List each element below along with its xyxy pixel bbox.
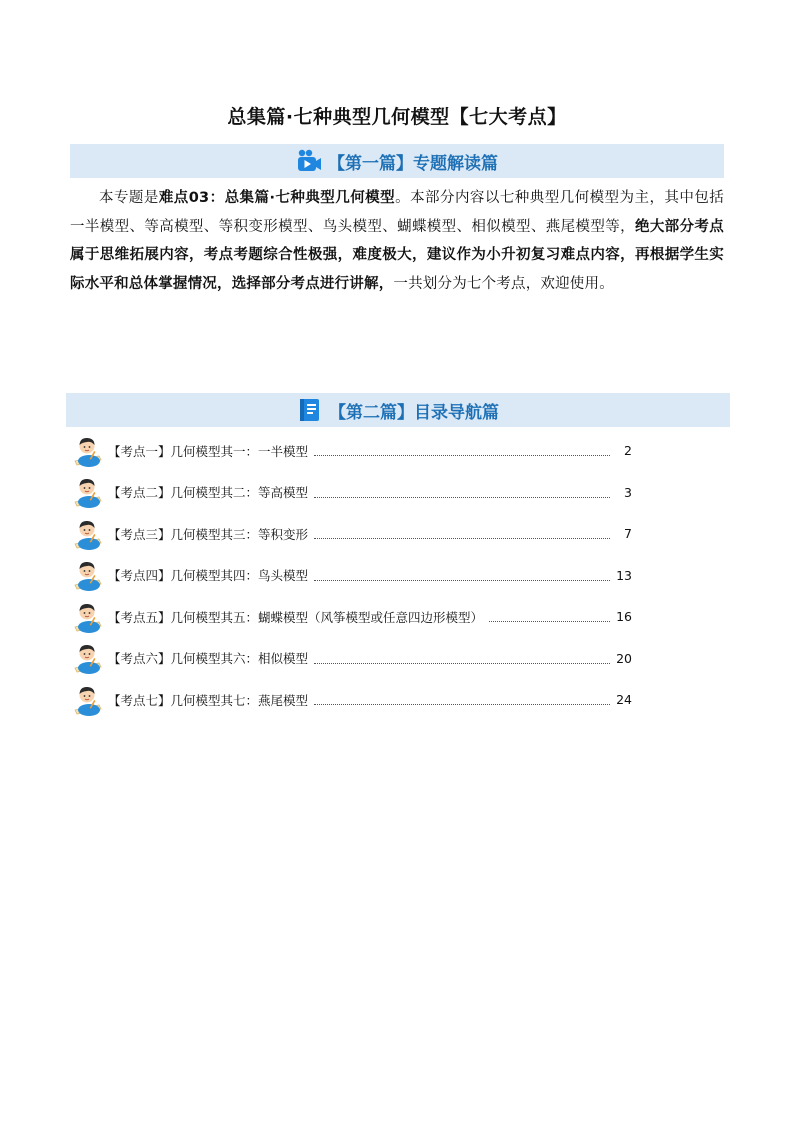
student-avatar-icon [72, 641, 104, 675]
toc-entry-label: 【考点四】几何模型其四：鸟头模型 [108, 568, 309, 584]
toc-entry-label: 【考点二】几何模型其二：等高模型 [108, 485, 309, 501]
toc-page-number: 2 [624, 443, 632, 459]
book-icon [297, 397, 323, 423]
student-avatar-icon [72, 558, 104, 592]
student-avatar-icon [72, 517, 104, 551]
section-banner-interpretation [70, 144, 724, 178]
student-avatar-icon [72, 475, 104, 509]
toc-leader-dots [314, 455, 610, 456]
toc-entry-label: 【考点五】几何模型其五：蝴蝶模型（风筝模型或任意四边形模型） [108, 609, 484, 625]
toc-leader-dots [314, 538, 610, 539]
intro-bold-text: 绝大部分考点属于思维拓展内容，考点考题综合性极强，难度极大，建议作为小升初复习难点内容，再根据学生实际水平和总体掌握情况，选择部分考点进行讲解， [70, 218, 724, 292]
toc-entry[interactable] [72, 472, 632, 514]
toc-leader-dots [314, 497, 610, 498]
toc-leader-dots [489, 621, 610, 622]
toc-page-number: 20 [616, 650, 632, 666]
table-of-contents [72, 430, 632, 721]
intro-text: 一共划分为七个考点，欢迎使用。 [393, 275, 614, 292]
toc-entry-label: 【考点三】几何模型其三：等积变形 [108, 526, 309, 542]
intro-text: 。本部分内容以七种典型几何模型为主，其中包括一半模型、等高模型、等积变形模型、鸟头模型、蝴蝶模型、相似模型、燕尾模型等， [70, 190, 724, 235]
intro-paragraph [70, 184, 724, 298]
toc-page-number: 3 [624, 484, 632, 500]
toc-page-number: 24 [616, 692, 632, 708]
toc-entry[interactable] [72, 513, 632, 555]
toc-leader-dots [314, 580, 610, 581]
document-title: 总集篇·七种典型几何模型【七大考点】 [227, 106, 567, 128]
section-heading: 【第一篇】专题解读篇 [328, 153, 498, 174]
section-heading: 【第二篇】目录导航篇 [329, 402, 499, 423]
toc-entry[interactable] [72, 679, 632, 721]
toc-entry-label: 【考点一】几何模型其一：一半模型 [108, 443, 309, 459]
toc-entry[interactable] [72, 638, 632, 680]
section-banner-toc [66, 393, 730, 427]
toc-entry-label: 【考点七】几何模型其七：燕尾模型 [108, 692, 309, 708]
student-avatar-icon [72, 600, 104, 634]
intro-text: 本专题是 [99, 190, 159, 206]
intro-bold-text: 难点03：总集篇·七种典型几何模型 [158, 190, 396, 206]
student-avatar-icon [72, 434, 104, 468]
toc-leader-dots [314, 663, 610, 664]
video-play-icon [296, 148, 322, 174]
toc-entry-label: 【考点六】几何模型其六：相似模型 [108, 651, 309, 667]
toc-page-number: 16 [616, 609, 632, 625]
toc-entry[interactable] [72, 596, 632, 638]
toc-entry[interactable] [72, 555, 632, 597]
student-avatar-icon [72, 683, 104, 717]
toc-leader-dots [314, 704, 610, 705]
toc-page-number: 13 [616, 567, 632, 583]
toc-page-number: 7 [624, 526, 632, 542]
toc-entry[interactable] [72, 430, 632, 472]
